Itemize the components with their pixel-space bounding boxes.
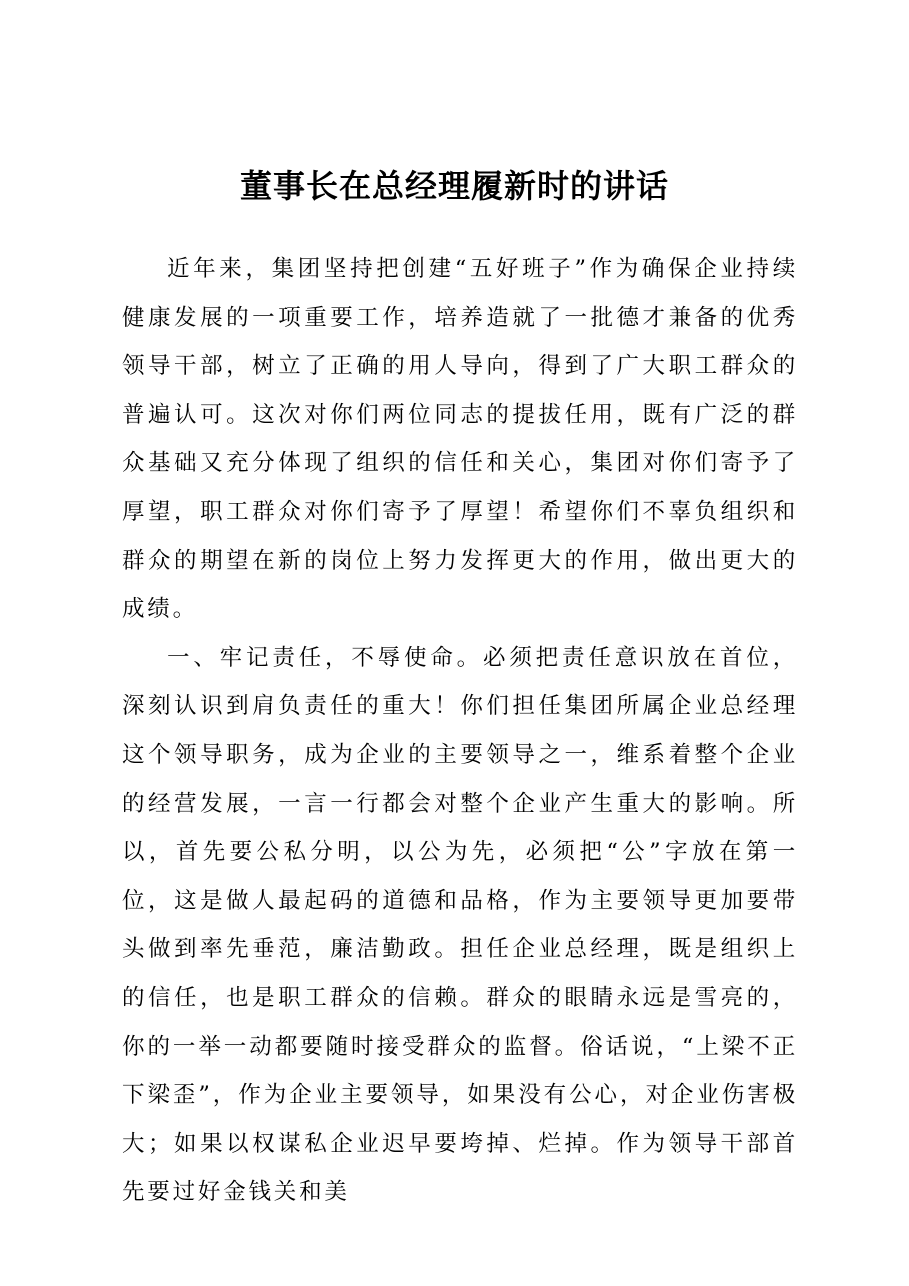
paragraph-section-one: 一、牢记责任，不辱使命。必须把责任意识放在首位，深刻认识到肩负责任的重大！你们担任集团所属企业总经理这个领导职务，成为企业的主要领导之一，维系着整个企业的经营发展，一言一行都会对整个企业产生重大的影响。所以，首先要公私分明，以公为先，必须把“公”字放在第一位，这是做人最起码的道德和品格，作为主要领导更加要带头做到率先垂范，廉洁勤政。担任企业总经理，既是组织上的信任，也是职工群众的信赖。群众的眼睛永远是雪亮的，你的一举一动都要随时接受群众的监督。俗话说，“上梁不正下梁歪”，作为企业主要领导，如果没有公心，对企业伤害极大；如果以权谋私企业迟早要垮掉、烂掉。作为领导干部首先要过好金钱关和美	[122, 644, 798, 1206]
document-title: 董事长在总经理履新时的讲话	[239, 167, 669, 205]
paragraph-intro: 近年来，集团坚持把创建“五好班子”作为确保企业持续健康发展的一项重要工作，培养造就了一批德才兼备的优秀领导干部，树立了正确的用人导向，得到了广大职工群众的普遍认可。这次对你们两位同志的提拔任用，既有广泛的群众基础又充分体现了组织的信任和关心，集团对你们寄予了厚望，职工群众对你们寄予了厚望！希望你们不辜负组织和群众的期望在新的岗位上努力发挥更大的作用，做出更大的成绩。	[122, 256, 798, 623]
document-body	[122, 245, 798, 1217]
